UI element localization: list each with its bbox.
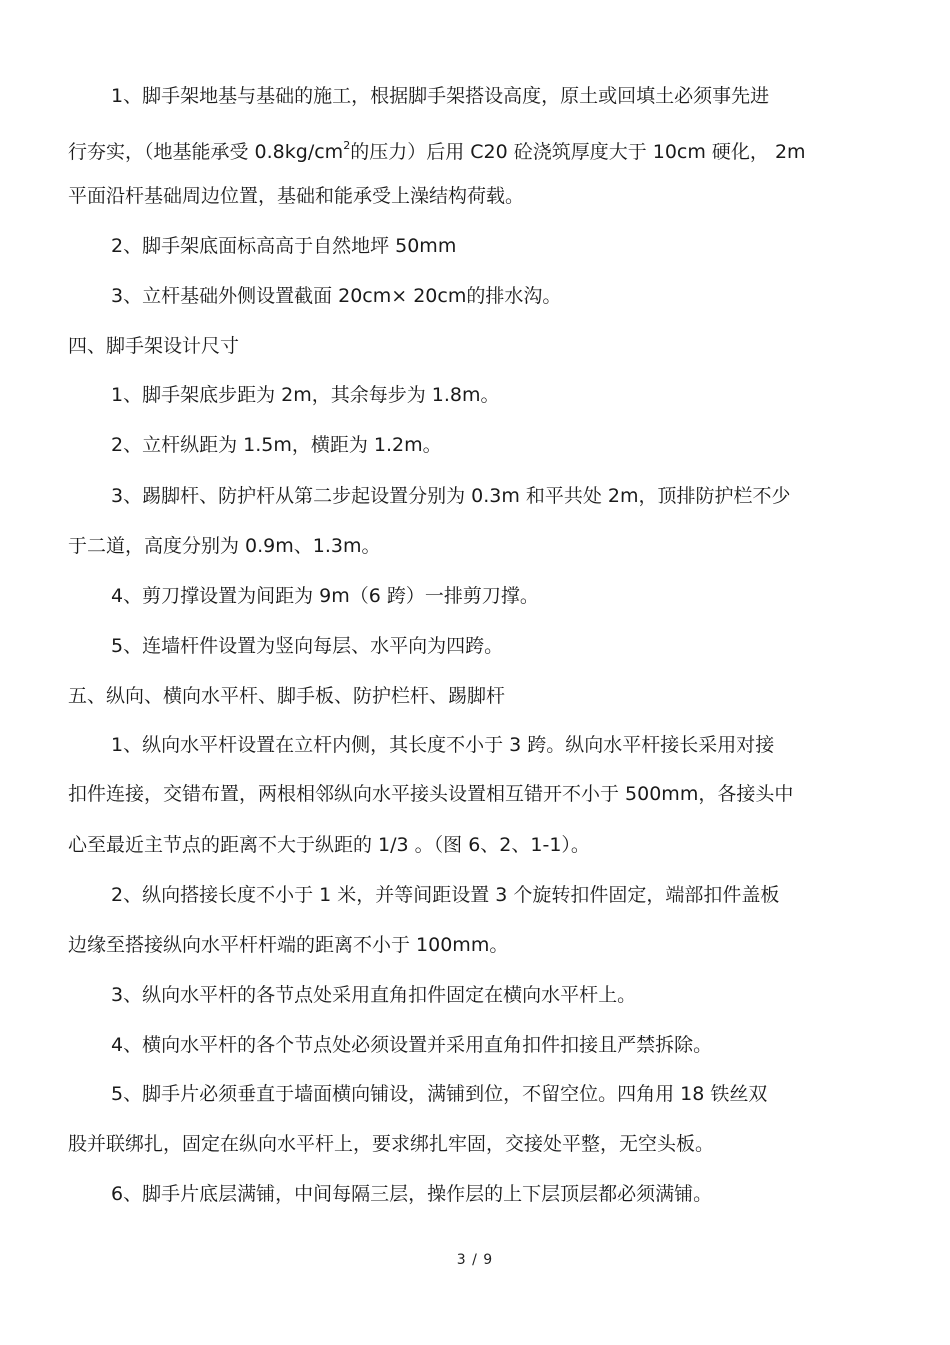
paragraph-foundation-1-line-2 [68, 134, 806, 164]
paragraph-bars-1-line-1: 1、纵向水平杆设置在立杆内侧，其长度不小于 3 跨。纵向水平杆接长采用对接 [111, 734, 775, 756]
paragraph-foundation-1-line-3: 平面沿杆基础周边位置，基础和能承受上澡结构荷载。 [68, 185, 525, 207]
paragraph-foundation-3: 3、立杆基础外侧设置截面 20cm× 20cm的排水沟。 [111, 285, 562, 307]
paragraph-bars-1-line-2: 扣件连接，交错布置，两根相邻纵向水平接头设置相互错开不小于 500mm，各接头中 [68, 783, 794, 805]
paragraph-bars-2-line-1: 2、纵向搭接长度不小于 1 米，并等间距设置 3 个旋转扣件固定，端部扣件盖板 [111, 884, 780, 906]
paragraph-dimension-5: 5、连墙杆件设置为竖向每层、水平向为四跨。 [111, 635, 504, 657]
section-heading-5: 五、纵向、横向水平杆、脚手板、防护栏杆、踢脚杆 [68, 685, 506, 707]
text-run: 的压力）后用 C20 砼浇筑厚度大于 10cm 硬化， 2m [350, 141, 806, 163]
paragraph-bars-6: 6、脚手片底层满铺，中间每隔三层，操作层的上下层顶层都必须满铺。 [111, 1183, 713, 1205]
paragraph-bars-4: 4、横向水平杆的各个节点处必须设置并采用直角扣件扣接且严禁拆除。 [111, 1034, 713, 1056]
text-run: 行夯实，（地基能承受 0.8kg/cm [68, 141, 344, 163]
paragraph-bars-5-line-2: 股并联绑扎，固定在纵向水平杆上，要求绑扎牢固，交接处平整，无空头板。 [68, 1133, 715, 1155]
paragraph-dimension-3-line-1: 3、踢脚杆、防护杆从第二步起设置分别为 0.3m 和平共处 2m，顶排防护栏不少 [111, 485, 791, 507]
paragraph-bars-1-line-3: 心至最近主节点的距离不大于纵距的 1/3 。（图 6、2、1-1）。 [68, 834, 590, 856]
paragraph-dimension-4: 4、剪刀撑设置为间距为 9m（6 跨）一排剪刀撑。 [111, 585, 539, 607]
paragraph-dimension-1: 1、脚手架底步距为 2m，其余每步为 1.8m。 [111, 384, 500, 406]
paragraph-bars-2-line-2: 边缘至搭接纵向水平杆杆端的距离不小于 100mm。 [68, 934, 509, 956]
page-number: 3 / 9 [456, 1252, 494, 1268]
paragraph-foundation-2: 2、脚手架底面标高高于自然地坪 50mm [111, 235, 457, 257]
superscript-square: 2 [343, 139, 351, 152]
paragraph-dimension-3-line-2: 于二道，高度分别为 0.9m、1.3m。 [68, 535, 381, 557]
paragraph-dimension-2: 2、立杆纵距为 1.5m，横距为 1.2m。 [111, 434, 442, 456]
paragraph-foundation-1-line-1: 1、脚手架地基与基础的施工，根据脚手架搭设高度，原土或回填土必须事先进 [111, 85, 770, 107]
paragraph-bars-5-line-1: 5、脚手片必须垂直于墙面横向铺设，满铺到位，不留空位。四角用 18 铁丝双 [111, 1083, 768, 1105]
section-heading-4: 四、脚手架设计尺寸 [68, 335, 240, 357]
paragraph-bars-3: 3、纵向水平杆的各节点处采用直角扣件固定在横向水平杆上。 [111, 984, 637, 1006]
